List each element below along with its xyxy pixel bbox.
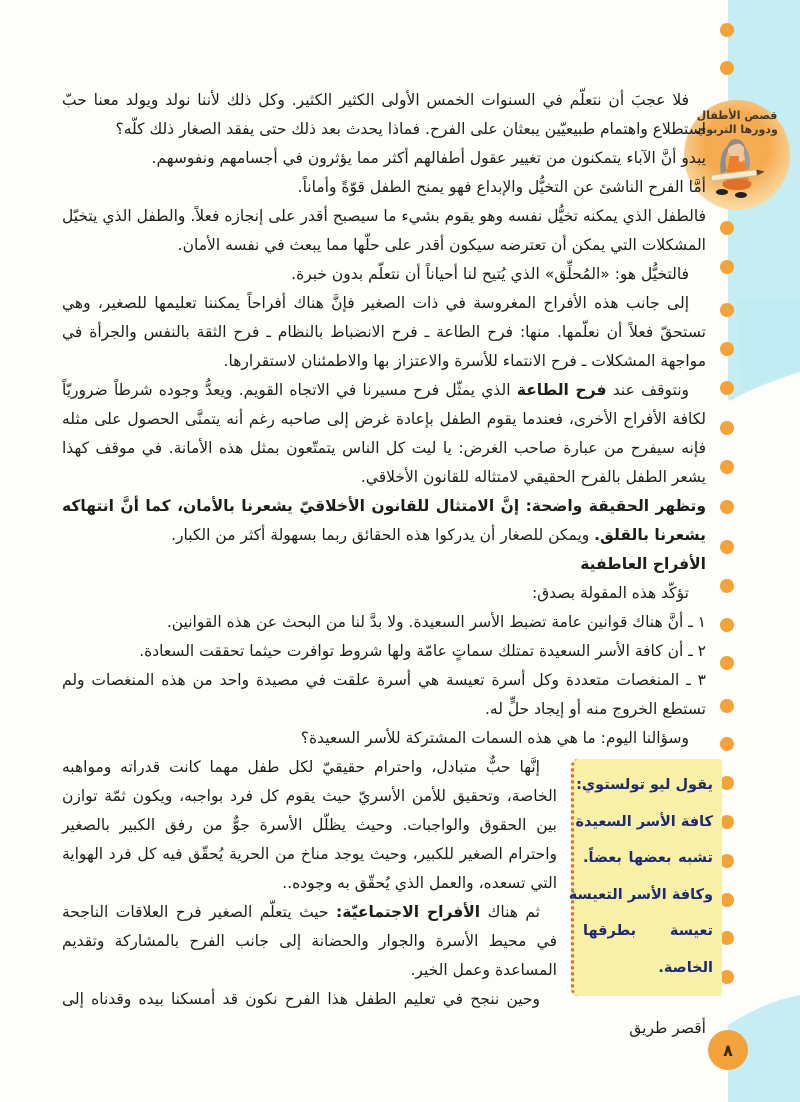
paragraph xyxy=(62,86,706,144)
text-run: ٢ ـ أن كافة الأسر السعيدة تمتلك سماتٍ عامّة ولها شروط توافرت حيثما تحققت السعادة. xyxy=(139,642,706,660)
decor-dot xyxy=(720,421,734,435)
text-run: ونتوقف عند xyxy=(606,381,689,399)
decor-dot xyxy=(720,579,734,593)
decor-dot xyxy=(720,815,734,829)
bold-text: الأفراح الاجتماعيّة: xyxy=(336,903,481,921)
decor-dot xyxy=(720,699,734,713)
decor-dot xyxy=(720,656,734,670)
paragraph xyxy=(62,202,706,260)
decor-dot xyxy=(720,342,734,356)
paragraph xyxy=(62,579,706,608)
quote-line: كافة الأسر السعيدة xyxy=(575,813,713,830)
paragraph xyxy=(62,173,706,202)
quote-line: تعيسة بطرقها xyxy=(583,923,713,939)
text-run: أمَّا الفرح الناشئ عن التخيُّل والإبداع فهو يمنح الطفل قوّةً وأماناً. xyxy=(297,178,706,196)
text-run: ويمكن للصغار أن يدركوا هذه الحقائق ربما بسهولة أكثر من الكبار. xyxy=(171,526,595,544)
text-run: فالتخيُّل هو: «المُحلِّق» الذي يُتيح لنا أحياناً أن نتعلّم بدون خبرة. xyxy=(291,265,689,283)
paragraph xyxy=(62,289,706,376)
paragraph xyxy=(62,492,706,550)
decor-dot xyxy=(720,23,734,37)
bold-text: فرح الطاعة xyxy=(516,381,607,399)
quote-box xyxy=(568,759,722,996)
text-run: إنَّها حبٌّ متبادل، واحترام حقيقيّ لكل طفل مهما كانت قدراته ومواهبه الخاصة، وتحقيق للأمن الأسريّ حيث يقوم كل فرد بواجبه، ويكون ثمّة توازن بين الحقوق والواجبات. وحيث يظلّل الأسرة جوٌّ من رفق الكبير بالصغير واحترام الصغير للكبير، وحيث يوجد مناخ من الحرية يُحقّق فيه كل فرد الهواية التي تسعده، والعمل الذي يُحقّق به وجوده.. xyxy=(62,758,557,892)
body-text xyxy=(62,86,713,1043)
decor-dot xyxy=(720,776,734,790)
decor-dot xyxy=(720,931,734,945)
decor-dot xyxy=(720,970,734,984)
text-run: وسؤالنا اليوم: ما هي هذه السمات المشتركة للأسر السعيدة؟ xyxy=(300,729,689,747)
decor-dot xyxy=(720,61,734,75)
quote-line: الخاصة. xyxy=(658,959,713,976)
text-run: حيث يتعلّم الصغير فرح العلاقات الناجحة في محيط الأسرة والجوار والحضانة إلى جانب الفرح بالمشاركة وتقديم المساعدة وعمل الخير. xyxy=(62,903,557,979)
text-run: يبدو أنَّ الآباء يتمكنون من تغيير عقول أطفالهم أكثر مما يؤثرون في أجسامهم ونفوسهم. xyxy=(151,149,706,167)
decor-dot xyxy=(720,540,734,554)
text-run: تؤكّد هذه المقولة بصدق: xyxy=(531,584,689,602)
paragraph xyxy=(62,608,706,637)
bold-text: وتظهر الحقيقة واضحة: إنَّ الامتثال للقانون الأخلاقيّ يشعرنا بالأمان، كما أنَّ انتهاكه يشعرنا بالقلق. xyxy=(62,497,706,544)
decor-dot xyxy=(720,260,734,274)
text-run: ١ ـ أنَّ هناك قوانين عامة تضبط الأسر السعيدة. ولا بدَّ لنا من البحث عن هذه القوانين. xyxy=(166,613,706,631)
text-run: ثم هناك xyxy=(480,903,540,921)
decor-dot xyxy=(720,381,734,395)
decor-dot xyxy=(720,618,734,632)
paragraph xyxy=(62,376,706,492)
page-number-badge xyxy=(708,1030,748,1070)
paragraph xyxy=(62,260,706,289)
decor-dot xyxy=(720,893,734,907)
decor-dot xyxy=(720,460,734,474)
paragraph xyxy=(62,724,706,753)
quote-line: تشبه بعضها بعضاً. xyxy=(583,850,713,866)
quote-line: وكافة الأسر التعيسة xyxy=(568,886,713,903)
reading-girl-illustration xyxy=(705,138,769,200)
text-run: ٣ ـ المنغصات متعددة وكل أسرة تعيسة هي أسرة علقت في مصيدة واحد من هذه المنغصات ولم تستطع الخروج منه أو إيجاد حلٍّ له. xyxy=(62,671,706,718)
decor-dot xyxy=(720,854,734,868)
quote-heading: يقول ليو تولستوي: xyxy=(576,777,713,793)
text-run: فلا عجبَ أن نتعلّم في السنوات الخمس الأولى الكثير الكثير. وكل ذلك لأننا نولد ويولد معنا حبّ استطلاع واهتمام طبيعيّين يبعثان على الفرح. فماذا يحدث بعد ذلك حتى يفقد الصغار ذلك كلّه؟ xyxy=(62,91,706,138)
page-number: ٨ xyxy=(723,1040,733,1060)
text-run: وحين ننجح في تعليم الطفل هذا الفرح نكون قد أمسكنا بيده وقدناه إلى أقصر طريق xyxy=(62,990,706,1037)
decor-dot xyxy=(720,500,734,514)
paragraph xyxy=(62,637,706,666)
paragraph xyxy=(62,666,706,724)
decor-dot xyxy=(720,737,734,751)
badge-title-line1: قصص الأطفال xyxy=(696,109,778,122)
section-heading: الأفراح العاطفية xyxy=(580,555,706,573)
text-run: إلى جانب هذه الأفراح المغروسة في ذات الصغير فإنَّ هناك أفراحاً يمكننا تعليمها للصغير، وهي تستحقّ فعلاً أن نعلّمها. منها: فرح الطاعة ـ فرح الانضباط بالنظام ـ فرح الثقة بالنفس والجرأة في مواجهة المشكلات ـ فرح الانتماء للأسرة والاعتزاز بها والاطمئنان لاستقرارها. xyxy=(62,294,706,370)
text-run: الذي يمثّل فرح مسيرنا في الاتجاه القويم. ويعدُّ وجوده شرطاً ضروريّاً لكافة الأفراح الأخرى، فعندما يقوم الطفل بإعادة غرض إلى صاحبه رغم أنه يتمنَّى الحصول على مثله فإنه سيفرح من عبارة صاحب الغرض: يا ليت كل الناس يتمتّعون بمثل هذه الأمانة. في موقف كهذا يشعر الطفل بالفرح الحقيقي لامتثاله للقانون الأخلاقي. xyxy=(62,381,706,486)
text-run: فالطفل الذي يمكنه تخيُّل نفسه وهو يقوم بشيء ما سيصبح أقدر على إنجازه فعلاً. والطفل الذي يتخيّل المشكلات التي يمكن أن تعترضه سيكون أقدر على حلّها مما يبعث في نفسه الأمان. xyxy=(62,207,706,254)
badge-title xyxy=(696,109,778,137)
paragraph xyxy=(62,144,706,173)
decor-dot xyxy=(720,221,734,235)
badge-title-line2: ودورها التربوي xyxy=(696,123,778,136)
decor-dot xyxy=(720,303,734,317)
